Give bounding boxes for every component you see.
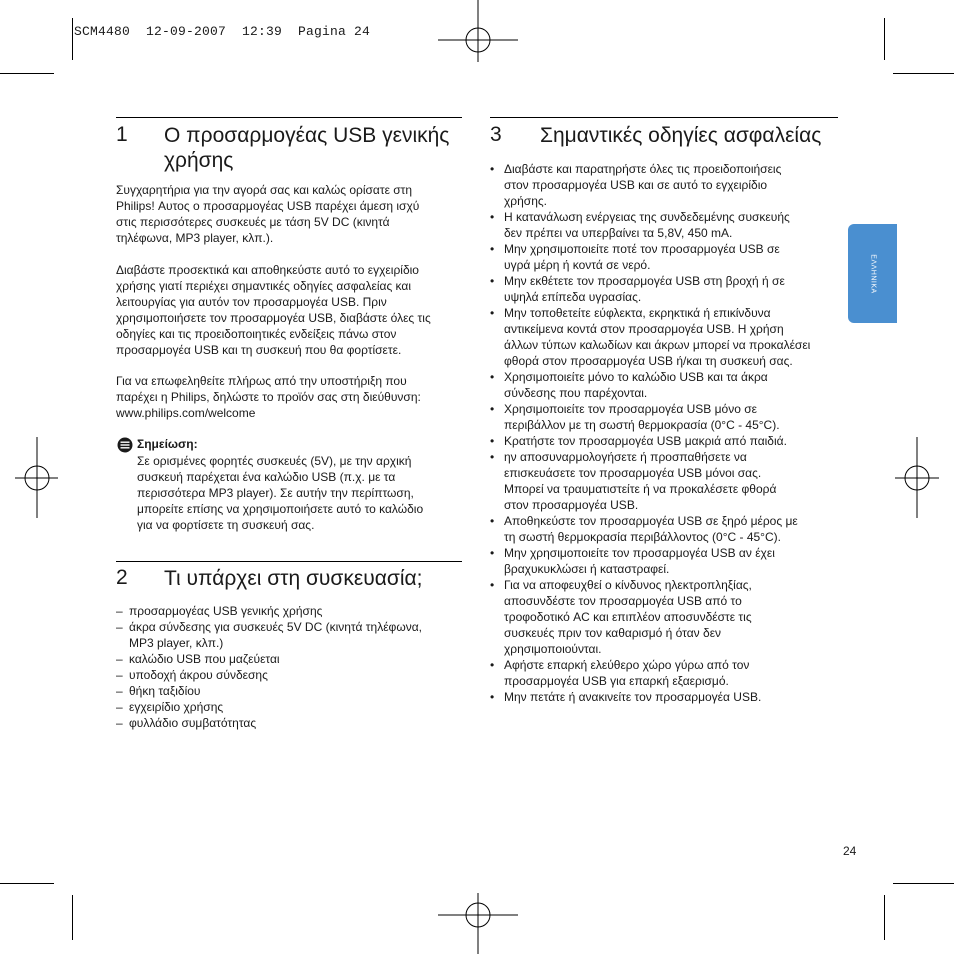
- language-tab-label: ΕΛΛΗΝΙΚΑ: [869, 253, 876, 294]
- section-1-title: Ο προσαρμογέας USB γενικής χρήσης: [164, 124, 450, 172]
- list-item: – καλώδιο USB που μαζεύεται: [116, 651, 466, 667]
- list-item: • Αποθηκεύστε τον προσαρμογέα USB σε ξηρό μέρος με τη σωστή θερμοκρασία περιβάλλοντος (0°C - 45°C).: [490, 513, 842, 545]
- list-item: • Κρατήστε τον προσαρμογέα USB μακριά από παιδιά.: [490, 433, 842, 449]
- note-body: Σε ορισμένες φορητές συσκευές (5V), με την αρχική συσκευή παρέχεται ένα καλώδιο USB (π.χ. με τα περισσότερα MP3 player). Σε αυτήν την περίπτωση, μπορείτε επίσης να χρησιμοποιήσετε αυτό το καλώδιο για να φορτίσετε τη συσκευή σας.: [137, 454, 424, 532]
- list-item: – φυλλάδιο συμβατότητας: [116, 715, 466, 731]
- list-item: • Χρησιμοποιείτε μόνο το καλώδιο USB και τα άκρα σύνδεσης που παρέχονται.: [490, 369, 842, 401]
- list-item: • Μην χρησιμοποιείτε ποτέ τον προσαρμογέα USB σε υγρά μέρη ή κοντά σε νερό.: [490, 241, 842, 273]
- safety-instructions-list: [490, 161, 842, 705]
- list-item: • ην αποσυναρμολογήσετε ή προσπαθήσετε να επισκευάσετε τον προσαρμογέα USB μόνοι σας. Μπορεί να τραυματιστείτε ή να προκαλέσετε φθορά στον προσαρμογέα USB.: [490, 449, 842, 513]
- list-item: • Μην πετάτε ή ανακινείτε τον προσαρμογέα USB.: [490, 689, 842, 705]
- package-contents-list: [116, 603, 466, 731]
- section-1-number: 1: [116, 123, 128, 146]
- list-item: • Μην εκθέτετε τον προσαρμογέα USB στη βροχή ή σε υψηλά επίπεδα υγρασίας.: [490, 273, 842, 305]
- section-1-paragraph-1: Συγχαρητήρια για την αγορά σας και καλώς ορίσατε στη Philips! Αυτος ο προσαρμογέας USB παρέχει άμεση ισχύ στις περισσότερες συσκευές με τάση 5V DC (κινητά τηλέφωνα, MP3 player, κλπ.).: [116, 183, 420, 245]
- list-item: • Η κατανάλωση ενέργειας της συνδεδεμένης συσκευής δεν πρέπει να υπερβαίνει τα 5,8V, 450 mA.: [490, 209, 842, 241]
- section-3-number: 3: [490, 123, 502, 146]
- page-number: 24: [843, 844, 857, 858]
- list-item: – εγχειρίδιο χρήσης: [116, 699, 466, 715]
- print-header: SCM4480 12-09-2007 12:39 Pagina 24: [74, 24, 371, 39]
- registration-link[interactable]: www.philips.com/welcome: [116, 406, 256, 420]
- section-2-title: Τι υπάρχει στη συσκευασία;: [164, 567, 423, 590]
- list-item: • Διαβάστε και παρατηρήστε όλες τις προειδοποιήσεις στον προσαρμογέα USB και σε αυτό το εγχειρίδιο χρήσης.: [490, 161, 842, 209]
- section-2-rule: [116, 561, 462, 562]
- note-icon: [117, 437, 133, 453]
- section-1-rule: [116, 117, 462, 118]
- list-item: – θήκη ταξιδίου: [116, 683, 466, 699]
- section-2-number: 2: [116, 566, 128, 589]
- list-item: – υποδοχή άκρου σύνδεσης: [116, 667, 466, 683]
- list-item: – προσαρμογέας USB γενικής χρήσης: [116, 603, 466, 619]
- list-item: • Για να αποφευχθεί ο κίνδυνος ηλεκτροπληξίας, αποσυνδέστε τον προσαρμογέα USB από το τροφοδοτικό AC και επιπλέον αποσυνδέστε τις συσκευές πριν τον καθαρισμό ή όταν δεν χρησιμοποιούνται.: [490, 577, 842, 657]
- note-title: Σημείωση:: [137, 437, 198, 451]
- list-item: • Μην τοποθετείτε εύφλεκτα, εκρηκτικά ή επικίνδυνα αντικείμενα κοντά στον προσαρμογέα USB. Η χρήση άλλων τύπων καλωδίων και άκρων μπορεί να προκαλέσει φθορά στον προσαρμογέα USB ή/και τη συσκευή σας.: [490, 305, 842, 369]
- list-item: • Μην χρησιμοποιείτε τον προσαρμογέα USB αν έχει βραχυκυκλώσει ή καταστραφεί.: [490, 545, 842, 577]
- language-tab: [848, 224, 897, 323]
- section-3-title: Σημαντικές οδηγίες ασφαλείας: [540, 124, 822, 147]
- list-item: • Χρησιμοποιείτε τον προσαρμογέα USB μόνο σε περιβάλλον με τη σωστή θερμοκρασία (0°C - 45°C).: [490, 401, 842, 433]
- section-1-paragraph-3: Για να επωφεληθείτε πλήρως από την υποστήριξη που παρέχει η Philips, δηλώστε το προϊόν σας στη διεύθυνση: www.philips.com/welcome: [116, 374, 421, 420]
- section-3-rule: [490, 117, 838, 118]
- list-item: • Αφήστε επαρκή ελεύθερο χώρο γύρω από τον προσαρμογέα USB για επαρκή εξαερισμό.: [490, 657, 842, 689]
- list-item: – άκρα σύνδεσης για συσκευές 5V DC (κινητά τηλέφωνα, MP3 player, κλπ.): [116, 619, 466, 651]
- section-1-paragraph-2: Διαβάστε προσεκτικά και αποθηκεύστε αυτό το εγχειρίδιο χρήσης γιατί περιέχει σημαντικές οδηγίες ασφαλείας και λειτουργίας για αυτόν τον προσαρμογέα USB. Πριν χρησιμοποιήσετε τον προσαρμογέα USB, διαβάστε όλες τις οδηγίες και τις προειδοποιητικές ενδείξεις πάνω στον προσαρμογέα USB και τη συσκευή που θα φορτίσετε.: [116, 263, 431, 357]
